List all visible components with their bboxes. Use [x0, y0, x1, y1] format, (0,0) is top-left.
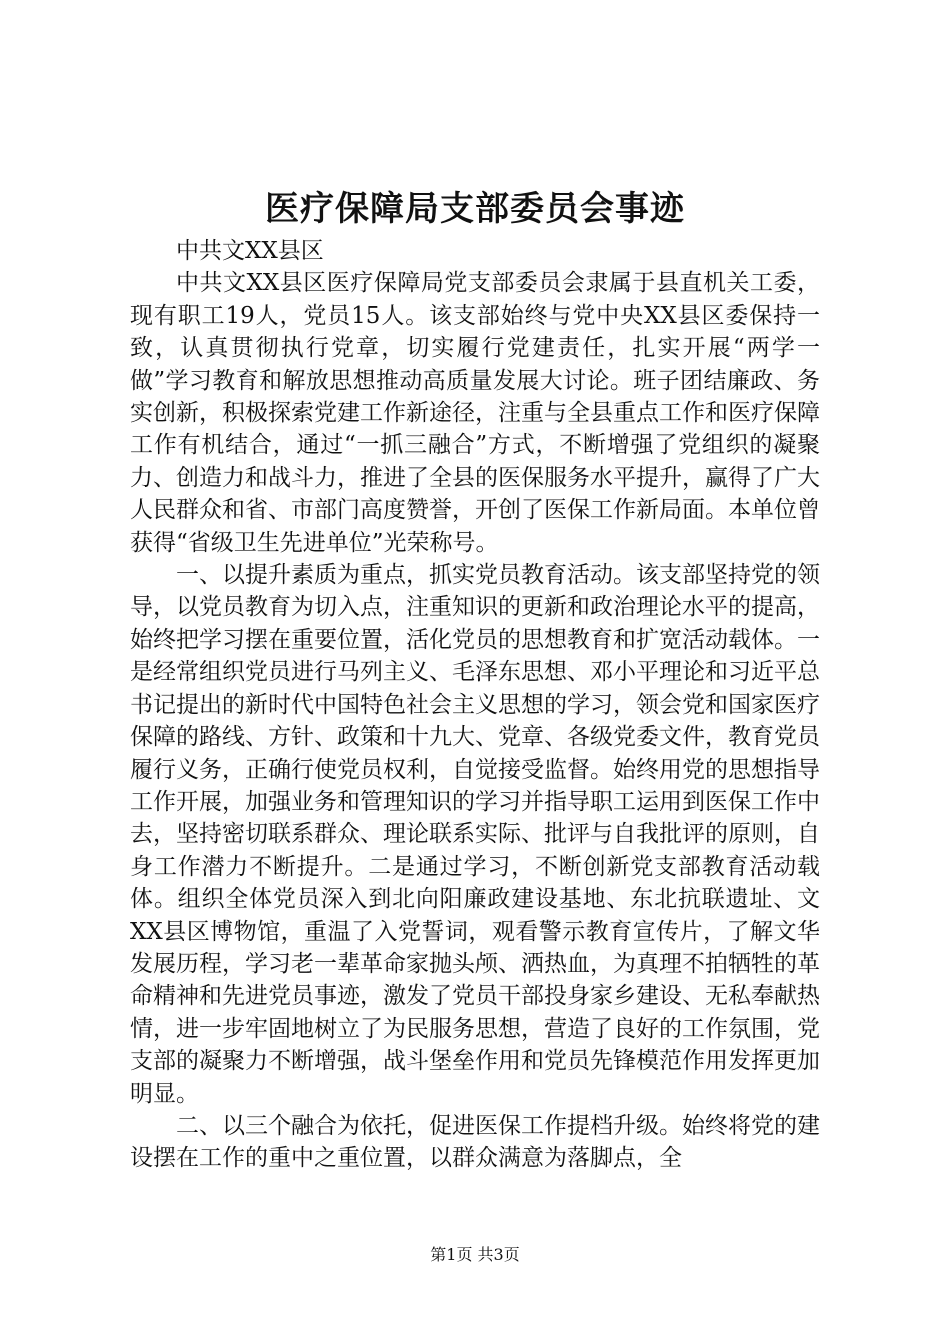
paragraph-organization: 中共文XX县区 — [176, 238, 324, 264]
paragraph-section-one: 一、以提升素质为重点，抓实党员教育活动。该支部坚持党的领导，以党员教育为切入点，注重知识的更新和政治理论水平的提高，始终把学习摆在重要位置，活化党员的思想教育和扩宽活动载体。一是经常组织党员进行马列主义、毛泽东思想、邓小平理论和习近平总书记提出的新时代中国特色社会主义思想的学习，领会党和国家医疗保障的路线、方针、政策和十九大、党章、各级党委文件，教育党员履行义务，正确行使党员权利，自觉接受监督。始终用党的思想指导工作开展，加强业务和管理知识的学习并指导职工运用到医保工作中去，坚持密切联系群众、理论联系实际、批评与自我批评的原则，自身工作潜力不断提升。二是通过学习，不断创新党支部教育活动载体。组织全体党员深入到北向阳廉政建设基地、东北抗联遗址、文XX县区博物馆，重温了入党誓词，观看警示教育宣传片，了解文华发展历程，学习老一辈革命家抛头颅、洒热血，为真理不拍牺牲的革命精神和先进党员事迹，激发了党员干部投身家乡建设、无私奉献热情，进一步牢固地树立了为民服务思想，营造了良好的工作氛围，党支部的凝聚力不断增强，战斗堡垒作用和党员先锋模范作用发挥更加明显。 — [130, 562, 820, 1107]
document-title: 医疗保障局支部委员会事迹 — [265, 189, 685, 229]
document-body — [130, 235, 820, 1175]
paragraph-intro: 中共文XX县区医疗保障局党支部委员会隶属于县直机关工委，现有职工19人，党员15人。该支部始终与党中央XX县区委保持一致，认真贯彻执行党章，切实履行党建责任，扎实开展“两学一做”学习教育和解放思想推动高质量发展大讨论。班子团结廉政、务实创新，积极探索党建工作新途径，注重与全县重点工作和医疗保障工作有机结合，通过“一抓三融合”方式，不断增强了党组织的凝聚力、创造力和战斗力，推进了全县的医保服务水平提升，赢得了广大人民群众和省、市部门高度赞誉，开创了医保工作新局面。本单位曾获得“省级卫生先进单位”光荣称号。 — [130, 270, 820, 556]
paragraph-section-two: 二、以三个融合为依托，促进医保工作提档升级。始终将党的建设摆在工作的重中之重位置，以群众满意为落脚点，全 — [130, 1112, 820, 1172]
page-number-footer: 第1页 共3页 — [430, 1245, 520, 1264]
